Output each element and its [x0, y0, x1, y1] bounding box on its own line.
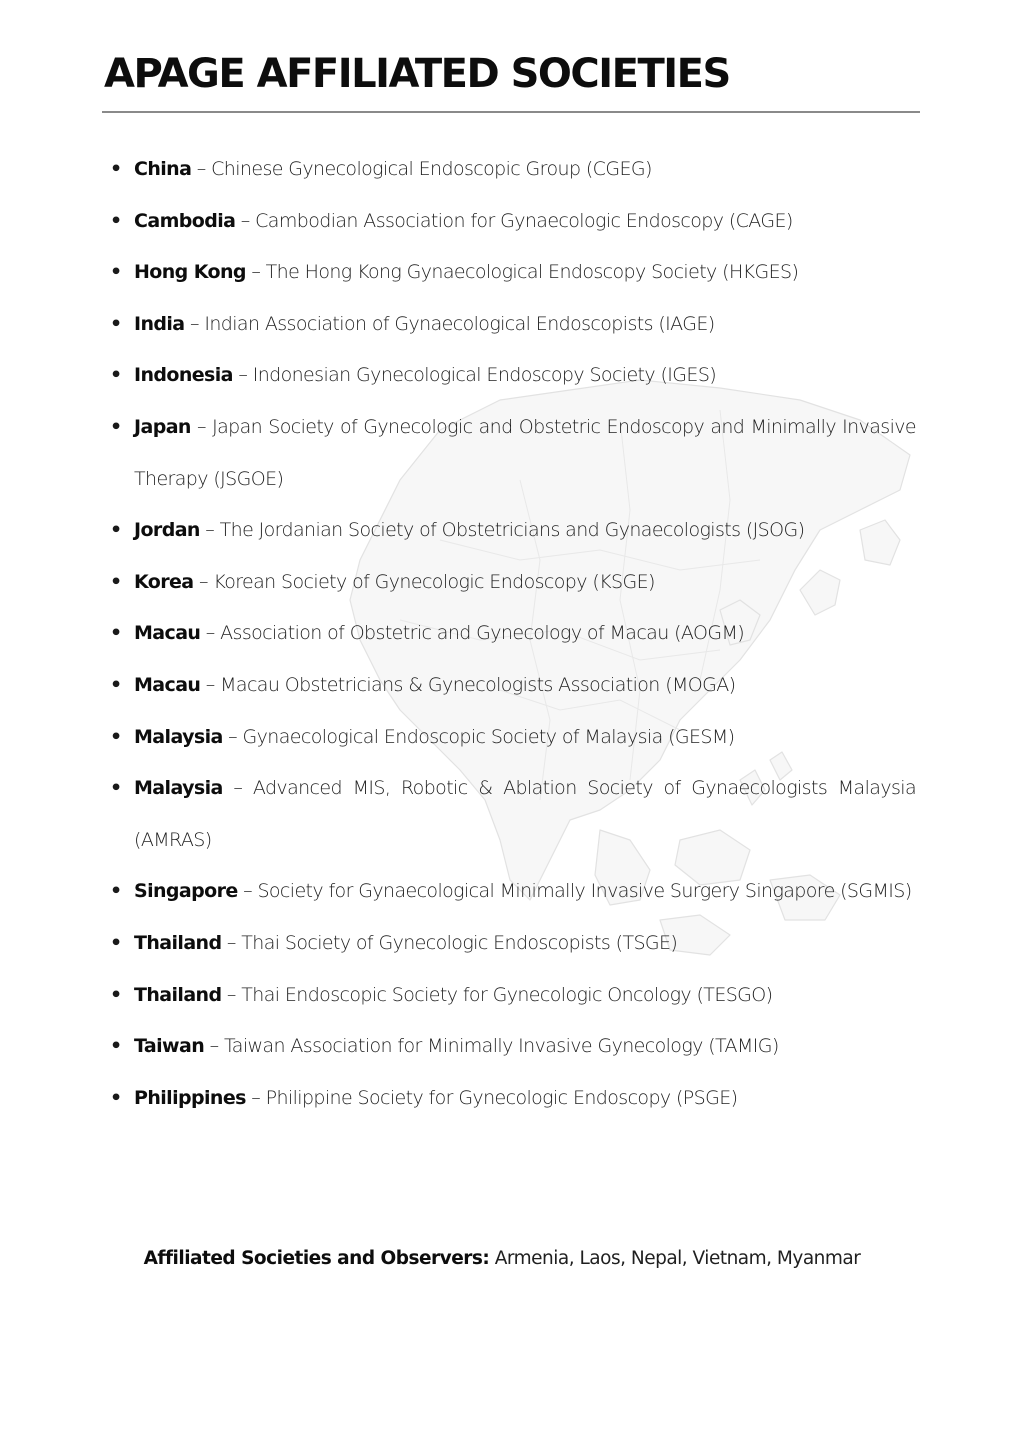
separator: –: [221, 983, 242, 1006]
country-name: Japan: [134, 415, 191, 438]
bullet-icon: •: [110, 415, 122, 438]
separator: –: [200, 673, 221, 696]
bullet-icon: •: [110, 209, 122, 232]
list-item: [104, 144, 916, 196]
country-name: Philippines: [134, 1086, 246, 1109]
list-item: [104, 196, 916, 248]
observers-note: [0, 1241, 1004, 1277]
list-item: [104, 299, 916, 351]
society-name: Thai Society of Gynecologic Endoscopists (TSGE): [241, 931, 678, 954]
list-item: [104, 712, 916, 764]
country-name: Taiwan: [134, 1035, 205, 1058]
bullet-icon: •: [110, 261, 122, 284]
bullet-icon: •: [110, 931, 122, 954]
separator: –: [184, 312, 205, 335]
list-item: [104, 660, 916, 712]
country-name: Korea: [134, 570, 194, 593]
country-name: Malaysia: [134, 777, 223, 800]
country-name: China: [134, 158, 192, 180]
society-name: Indonesian Gynecological Endoscopy Society (IGES): [252, 364, 717, 387]
bullet-icon: •: [110, 983, 122, 1006]
list-item: [104, 350, 916, 402]
society-name: Advanced MIS, Robotic & Ablation Society of Gynaecologists Malaysia (AMRAS): [134, 777, 916, 851]
country-name: Macau: [134, 622, 201, 645]
list-item: [104, 970, 916, 1022]
list-item: [104, 608, 916, 660]
separator: –: [232, 364, 253, 387]
country-name: Hong Kong: [134, 261, 246, 284]
society-name: Indian Association of Gynaecological Endoscopists (IAGE): [204, 312, 715, 335]
country-name: Thailand: [134, 931, 222, 954]
observers-list: Armenia, Laos, Nepal, Vietnam, Myanmar: [489, 1247, 861, 1269]
society-list: [104, 144, 916, 1124]
list-item: [104, 557, 916, 609]
country-name: Malaysia: [134, 725, 223, 748]
separator: –: [222, 725, 243, 748]
society-name: The Hong Kong Gynaecological Endoscopy Society (HKGES): [265, 261, 799, 284]
society-name: Taiwan Association for Minimally Invasive Gynecology (TAMIG): [223, 1035, 779, 1058]
country-name: India: [134, 312, 185, 335]
separator: –: [235, 209, 256, 232]
list-item: [104, 247, 916, 299]
country-name: Jordan: [134, 519, 200, 542]
bullet-icon: •: [110, 158, 122, 180]
bullet-icon: •: [110, 880, 122, 903]
society-name: Society for Gynaecological Minimally Invasive Surgery Singapore (SGMIS): [257, 880, 912, 903]
society-name: Chinese Gynecological Endoscopic Group (CGEG): [211, 158, 652, 180]
separator: –: [204, 1035, 224, 1058]
country-name: Singapore: [134, 880, 238, 903]
separator: –: [222, 777, 253, 800]
society-name: Macau Obstetricians & Gynecologists Association (MOGA): [220, 673, 736, 696]
bullet-icon: •: [110, 777, 122, 800]
separator: –: [245, 1086, 266, 1109]
separator: –: [191, 158, 212, 180]
separator: –: [193, 570, 214, 593]
country-name: Indonesia: [134, 364, 233, 387]
country-name: Thailand: [134, 983, 222, 1006]
list-item: [104, 1073, 916, 1125]
separator: –: [237, 880, 258, 903]
bullet-icon: •: [110, 1035, 122, 1058]
title-divider: [102, 111, 920, 113]
society-name: Philippine Society for Gynecologic Endoscopy (PSGE): [265, 1086, 738, 1109]
society-name: Japan Society of Gynecologic and Obstetric Endoscopy and Minimally Invasive Therapy (JSGOE): [134, 415, 916, 490]
society-name: Association of Obstetric and Gynecology of Macau (AOGM): [220, 622, 745, 645]
country-name: Cambodia: [134, 209, 236, 232]
bullet-icon: •: [110, 519, 122, 542]
list-item: [104, 763, 916, 866]
list-item: [104, 1021, 916, 1073]
list-item: [104, 505, 916, 557]
separator: –: [245, 261, 266, 284]
observers-label: Affiliated Societies and Observers:: [143, 1247, 490, 1269]
list-item: [104, 402, 916, 505]
page-title: APAGE AFFILIATED SOCIETIES: [104, 51, 730, 97]
bullet-icon: •: [110, 1086, 122, 1109]
society-name: The Jordanian Society of Obstetricians and Gynaecologists (JSOG): [219, 519, 805, 542]
bullet-icon: •: [110, 673, 122, 696]
country-name: Macau: [134, 673, 201, 696]
separator: –: [200, 622, 221, 645]
separator: –: [190, 415, 213, 438]
separator: –: [199, 519, 220, 542]
bullet-icon: •: [110, 312, 122, 335]
society-name: Thai Endoscopic Society for Gynecologic Oncology (TESGO): [241, 983, 773, 1006]
separator: –: [221, 931, 242, 954]
society-name: Korean Society of Gynecologic Endoscopy (KSGE): [213, 570, 655, 593]
list-item: [104, 866, 916, 918]
bullet-icon: •: [110, 364, 122, 387]
bullet-icon: •: [110, 570, 122, 593]
society-name: Cambodian Association for Gynaecologic Endoscopy (CAGE): [255, 209, 793, 232]
bullet-icon: •: [110, 622, 122, 645]
society-name: Gynaecological Endoscopic Society of Malaysia (GESM): [242, 725, 735, 748]
list-item: [104, 918, 916, 970]
bullet-icon: •: [110, 725, 122, 748]
